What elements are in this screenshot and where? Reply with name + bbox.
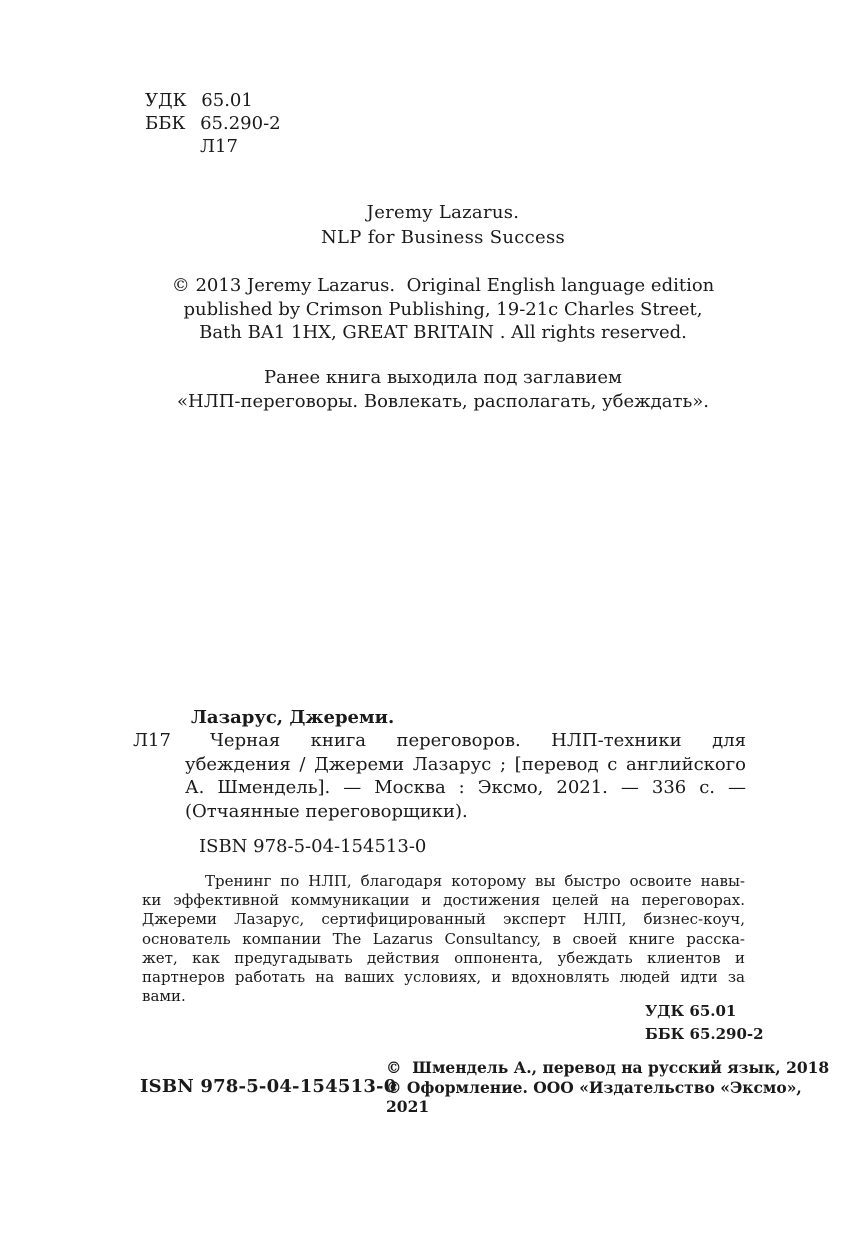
udk-number: УДК 65.01 [145, 90, 253, 111]
biblio-author: Лазарус, Джереми. [191, 707, 395, 728]
top-classification [145, 89, 281, 158]
russian-copyright-notices [386, 1058, 845, 1117]
copyright-line: Bath BA1 1HX, GREAT BRITAIN . All rights reserved. [199, 322, 687, 343]
bottom-classification [645, 1000, 764, 1045]
previous-edition-note [140, 366, 746, 414]
biblio-line: (Отчаянные переговорщики). [185, 800, 468, 822]
annotation-line: вами. [142, 987, 186, 1006]
copyright-line: © 2013 Jeremy Lazarus. Original English language edition [171, 275, 715, 296]
previous-edition-line: Ранее книга выходила под заглавием [264, 367, 622, 388]
author-sign-code: Л17 [200, 136, 238, 157]
copyright-line: published by Crimson Publishing, 19-21c Charles Street, [183, 298, 703, 320]
annotation-line: ки эффективной коммуникации и достижения целей на переговорах. [142, 891, 745, 910]
annotation-line: Тренинг по НЛП, благодаря которому вы быстро освоите навы- [205, 872, 745, 890]
original-author-line: Jeremy Lazarus. [366, 202, 520, 223]
isbn-number: ISBN 978-5-04-154513-0 [199, 836, 427, 857]
annotation-line: основатель компании The Lazarus Consultancy, в своей книге расска- [142, 929, 745, 948]
translation-copyright-line: © Шмендель А., перевод на русский язык, 2018 [386, 1058, 830, 1077]
previous-edition-line: «НЛП-переговоры. Вовлекать, располагать, убеждать». [177, 391, 709, 412]
biblio-line: убеждения / Джереми Лазарус ; [перевод с английского [185, 753, 746, 775]
original-copyright-notice [140, 274, 746, 345]
author-sign-code: Л17 [133, 730, 171, 751]
original-title-line: NLP for Business Success [320, 226, 566, 248]
annotation-line: партнеров работать на ваших условиях, и вдохновлять людей идти за [142, 968, 745, 987]
original-title [140, 201, 746, 250]
annotation-line: жет, как предугадывать действия оппонента, убеждать клиентов и [142, 948, 745, 967]
bibliographic-entry [133, 706, 746, 823]
isbn-number-bold: ISBN 978-5-04-154513-0 [140, 1076, 397, 1097]
design-copyright-line: © Оформление. ООО «Издательство «Эксмо», 2021 [386, 1077, 808, 1116]
bbk-number: ББК 65.290-2 [145, 113, 281, 134]
udk-number: УДК 65.01 [645, 1002, 737, 1020]
bbk-number: ББК 65.290-2 [645, 1024, 764, 1043]
annotation-paragraph [142, 872, 745, 1006]
annotation-line: Джереми Лазарус, сертифицированный эксперт НЛП, бизнес-коуч, [142, 910, 745, 929]
biblio-line: А. Шмендель]. — Москва : Эксмо, 2021. — 336 с. — [185, 777, 746, 799]
biblio-line: Черная книга переговоров. НЛП-техники для [210, 730, 746, 752]
